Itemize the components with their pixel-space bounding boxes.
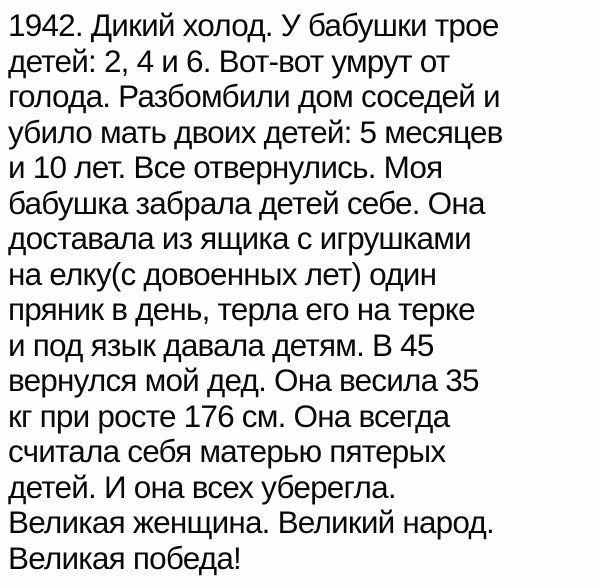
- text-line: вернулся мой дед. Она весила 35: [8, 362, 479, 398]
- memorial-text-block: [8, 8, 598, 576]
- text-line: пряник в день, терла его на терке: [8, 291, 475, 327]
- text-line: на елку(с довоенных лет) один: [8, 255, 437, 292]
- text-line: кг при росте 176 см. Она всегда: [8, 397, 450, 434]
- text-line: и 10 лет. Все отвернулись. Моя: [8, 149, 443, 185]
- text-line: доставала из ящика с игрушками: [8, 220, 471, 256]
- text-line: убило мать двоих детей: 5 месяцев: [8, 113, 503, 150]
- text-line: детей. И она всех уберегла.: [8, 468, 396, 505]
- text-line: Великая женщина. Великий народ.: [8, 504, 494, 540]
- text-line: Великая победа!: [8, 539, 242, 576]
- text-line: детей: 2, 4 и 6. Вот-вот умрут от: [8, 42, 450, 79]
- text-line: 1942. Дикий холод. У бабушки трое: [8, 7, 499, 43]
- text-line: считала себя матерью пятерых: [8, 433, 446, 469]
- text-line: и под язык давала детям. В 45: [8, 326, 434, 363]
- text-line: бабушка забрала детей себе. Она: [8, 184, 485, 221]
- text-line: голода. Разбомбили дом соседей и: [8, 78, 500, 114]
